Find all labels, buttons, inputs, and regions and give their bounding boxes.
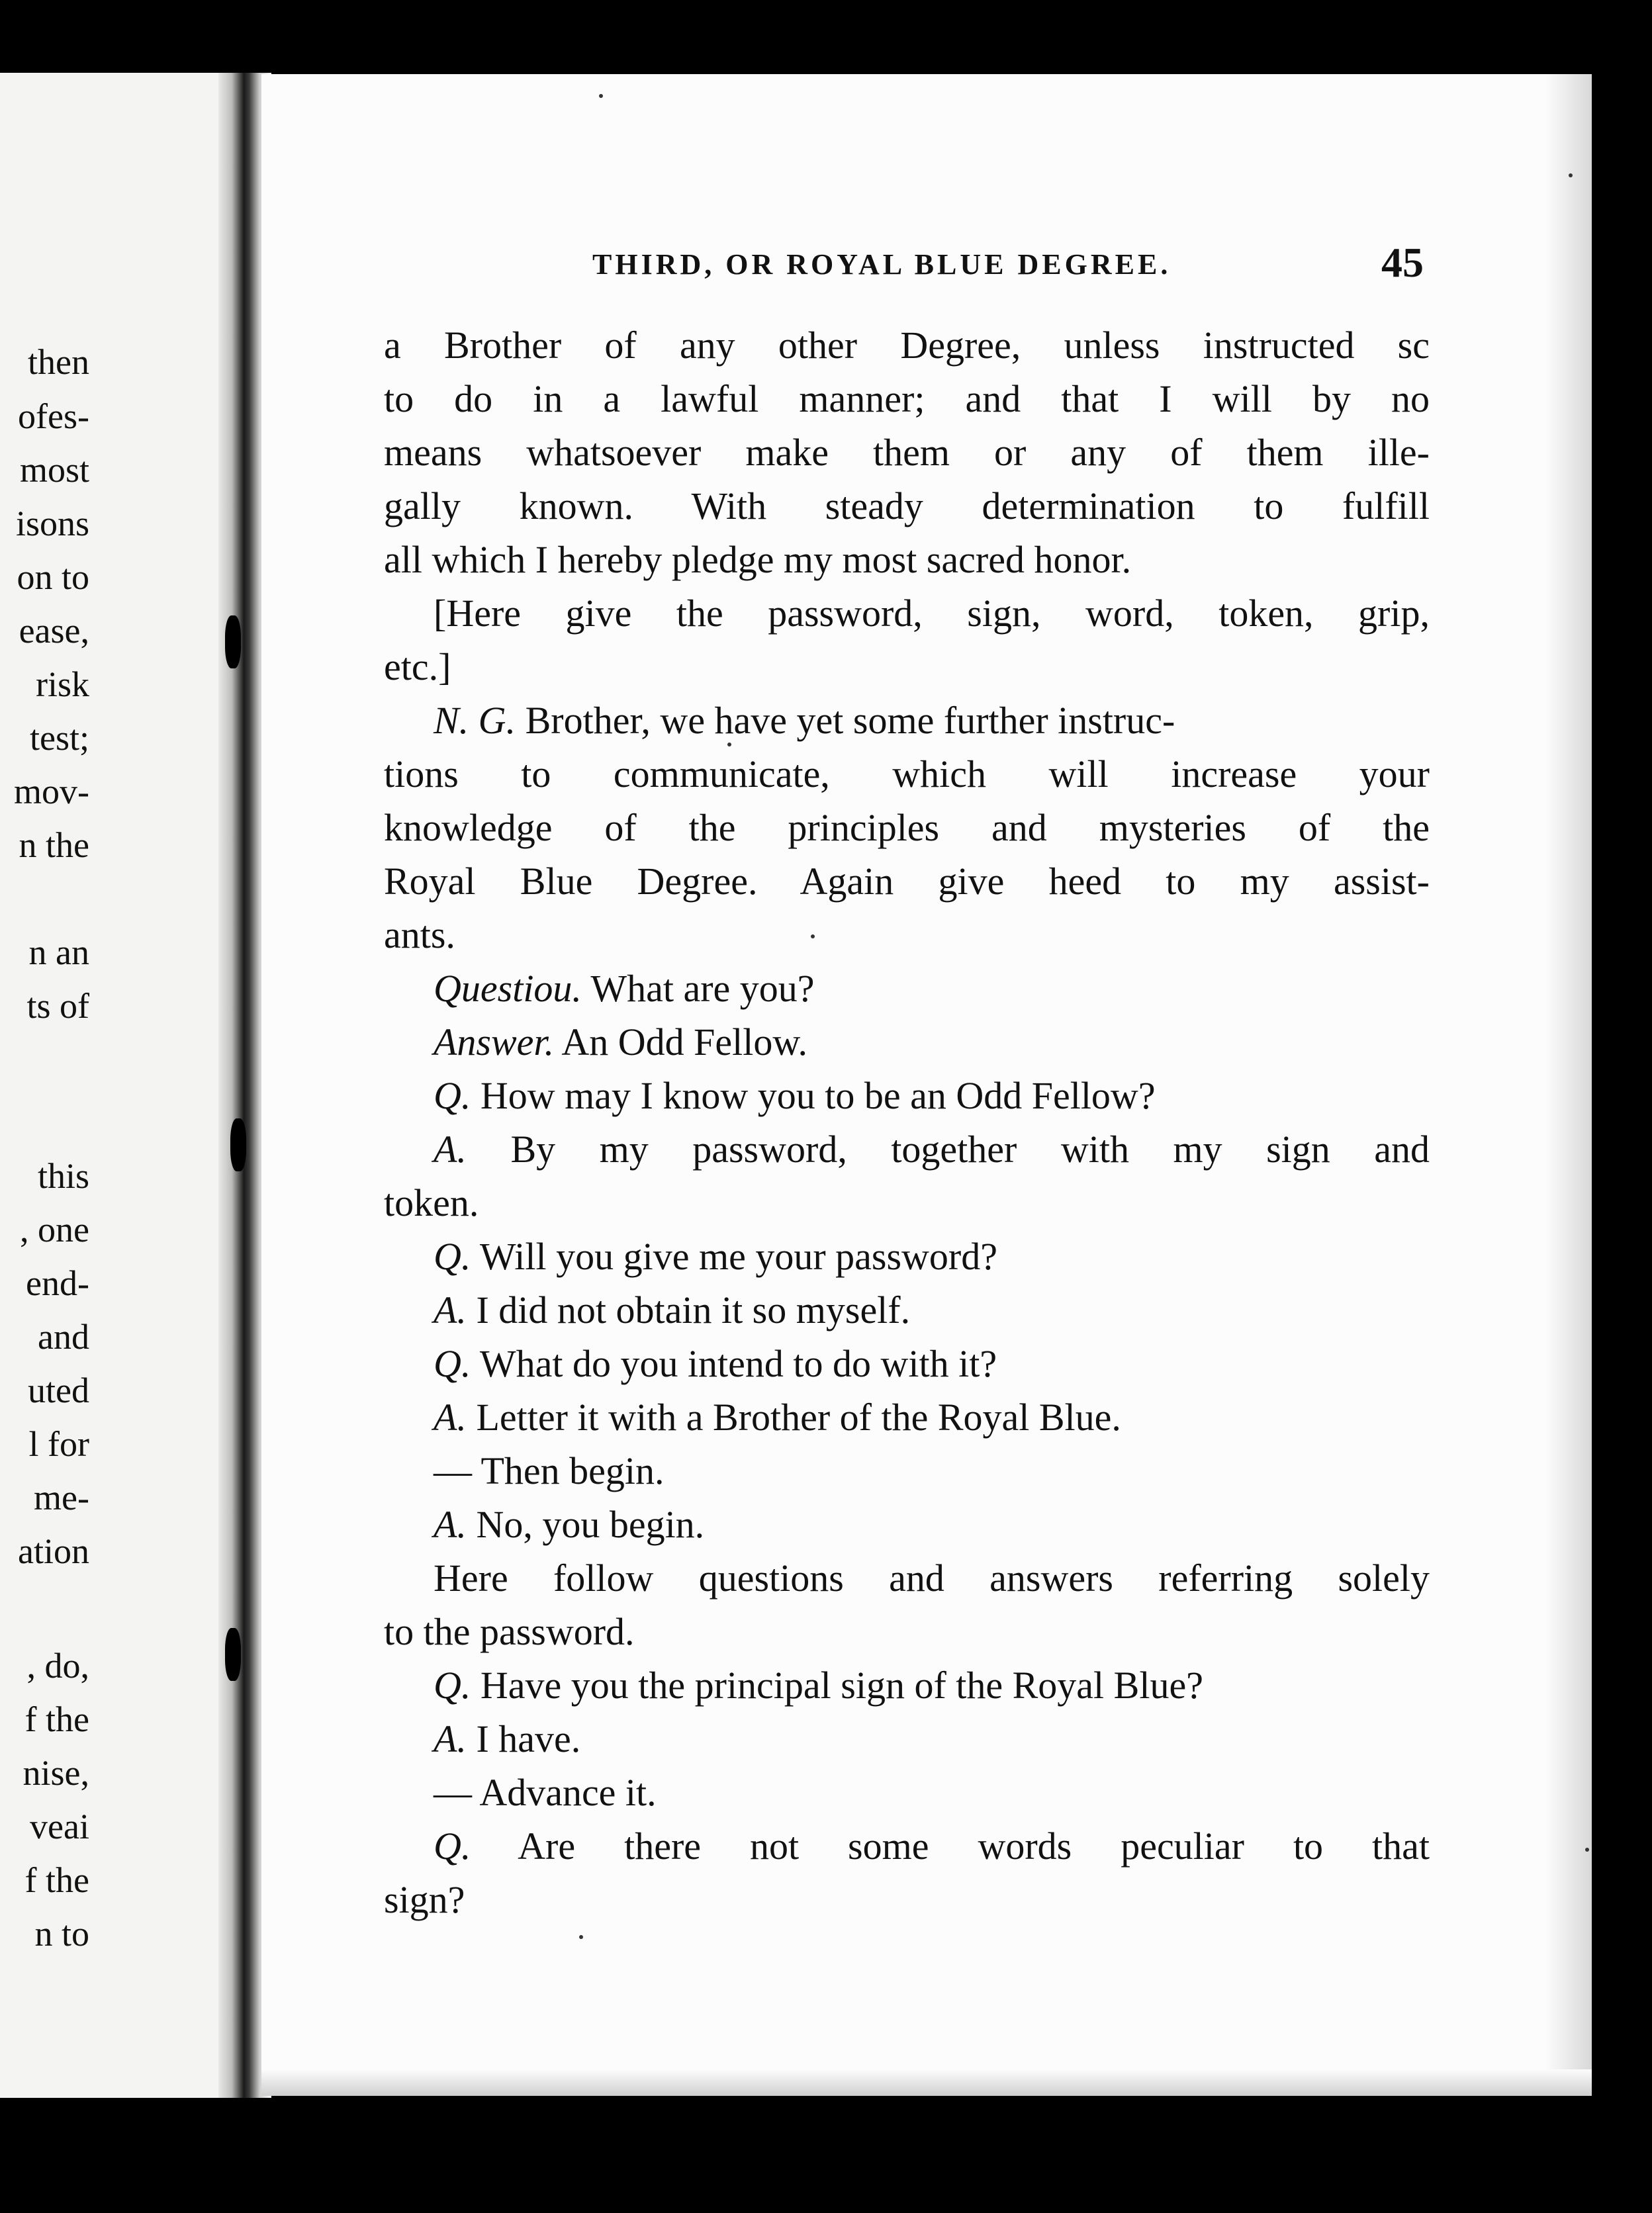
binding-tear-mark	[230, 1118, 246, 1171]
binding-tear-mark	[225, 615, 241, 668]
left-page-line: most	[19, 450, 89, 490]
em-dash: —	[434, 1449, 472, 1492]
dash-line: — Advance it.	[434, 1771, 657, 1814]
left-page-line: , one	[20, 1210, 89, 1249]
speaker-label: A.	[434, 1288, 467, 1332]
page-bottom-shadow	[261, 2069, 1592, 2096]
left-page-line: uted	[28, 1371, 89, 1410]
left-page-line: isons	[15, 504, 89, 543]
left-page-line: n the	[19, 825, 89, 865]
left-page-line: and	[38, 1317, 89, 1357]
answer-line: Answer. An Odd Fellow.	[434, 1020, 808, 1063]
body-line: sign?	[384, 1878, 465, 1921]
left-page-line: ofes-	[18, 396, 89, 436]
speaker-label: Questiou.	[434, 967, 582, 1010]
running-head: THIRD, OR ROYAL BLUE DEGREE.	[592, 248, 1171, 281]
speaker-label: N. G.	[434, 699, 516, 742]
left-page-line: veai	[30, 1807, 89, 1846]
dust-speck	[811, 934, 815, 938]
page-number: 45	[1381, 239, 1424, 286]
left-page-line: test;	[30, 718, 89, 758]
body-line: Royal Blue Degree. Again give heed to my assist-	[384, 860, 1430, 903]
answer-line: A. By my password, together with my sign and	[434, 1128, 1430, 1171]
speaker-label: A.	[434, 1717, 467, 1760]
left-page-line: mov-	[14, 772, 89, 811]
left-page-line: nise,	[23, 1753, 89, 1793]
speaker-label: A.	[434, 1128, 467, 1171]
body-line: means whatsoever make them or any of them ille-	[384, 431, 1430, 474]
left-page-line: risk	[36, 664, 89, 704]
speaker-label: Answer.	[434, 1020, 555, 1063]
answer-line: A. No, you begin.	[434, 1503, 705, 1546]
question-line: Q. How may I know you to be an Odd Fellow?	[434, 1074, 1156, 1117]
body-line: [Here give the password, sign, word, token, grip,	[434, 592, 1430, 635]
body-line: knowledge of the principles and mysteries of the	[384, 806, 1430, 849]
question-line: Q. Are there not some words peculiar to that	[434, 1825, 1430, 1868]
left-page-line: ation	[18, 1531, 89, 1571]
dash-line: — Then begin.	[434, 1449, 665, 1492]
body-line: token.	[384, 1181, 479, 1224]
left-page-line: on to	[17, 557, 89, 597]
body-line: ants.	[384, 913, 455, 956]
left-page-line: n to	[34, 1914, 89, 1954]
left-page-line: f the	[24, 1699, 89, 1739]
speaker-label: Q.	[434, 1235, 471, 1278]
left-page-line: f the	[24, 1860, 89, 1900]
em-dash: —	[434, 1771, 472, 1814]
left-page-line: l for	[28, 1424, 89, 1464]
body-line: tions to communicate, which will increase your	[384, 752, 1430, 795]
question-line: Q. Will you give me your password?	[434, 1235, 997, 1278]
answer-line: A. I have.	[434, 1717, 581, 1760]
right-page	[261, 74, 1592, 2096]
question-line: Q. Have you the principal sign of the Royal Blue?	[434, 1664, 1203, 1707]
left-page-line: this	[37, 1156, 89, 1196]
speaker-label: A.	[434, 1396, 467, 1439]
left-page-line: n an	[28, 932, 89, 972]
answer-line: A. Letter it with a Brother of the Royal Blue.	[434, 1396, 1121, 1439]
speaker-label: Q.	[434, 1825, 471, 1868]
speaker-label: Q.	[434, 1664, 471, 1707]
left-page-line: ts of	[26, 986, 89, 1026]
binding-tear-mark	[225, 1628, 241, 1681]
body-line: all which I hereby pledge my most sacred honor.	[384, 538, 1132, 581]
speaker-label: A.	[434, 1503, 467, 1546]
dust-speck	[579, 1935, 583, 1939]
left-page-line: ease,	[19, 611, 89, 651]
speaker-label: Q.	[434, 1074, 471, 1117]
answer-line: A. I did not obtain it so myself.	[434, 1288, 911, 1332]
body-line: etc.]	[384, 645, 451, 688]
body-line: a Brother of any other Degree, unless instructed sc	[384, 324, 1430, 367]
dust-speck	[1585, 1848, 1589, 1852]
question-line: Questiou. What are you?	[434, 967, 815, 1010]
page-edge-shadow	[1545, 74, 1592, 2096]
dust-speck	[599, 94, 603, 98]
left-page-line: then	[28, 342, 89, 382]
dust-speck	[1569, 173, 1573, 177]
left-page-line: , do,	[26, 1646, 89, 1686]
body-line: to do in a lawful manner; and that I will by no	[384, 377, 1430, 420]
dust-speck	[727, 743, 731, 746]
body-line: Here follow questions and answers referring solely	[434, 1557, 1430, 1600]
speaker-line: N. G. Brother, we have yet some further instruc-	[434, 699, 1175, 742]
body-line: gally known. With steady determination to fulfill	[384, 484, 1430, 527]
body-line: to the password.	[384, 1610, 635, 1653]
left-page-fragment	[0, 73, 238, 2098]
speaker-label: Q.	[434, 1342, 471, 1385]
left-page-line: me-	[34, 1478, 89, 1517]
question-line: Q. What do you intend to do with it?	[434, 1342, 997, 1385]
left-page-line: end-	[26, 1263, 89, 1303]
